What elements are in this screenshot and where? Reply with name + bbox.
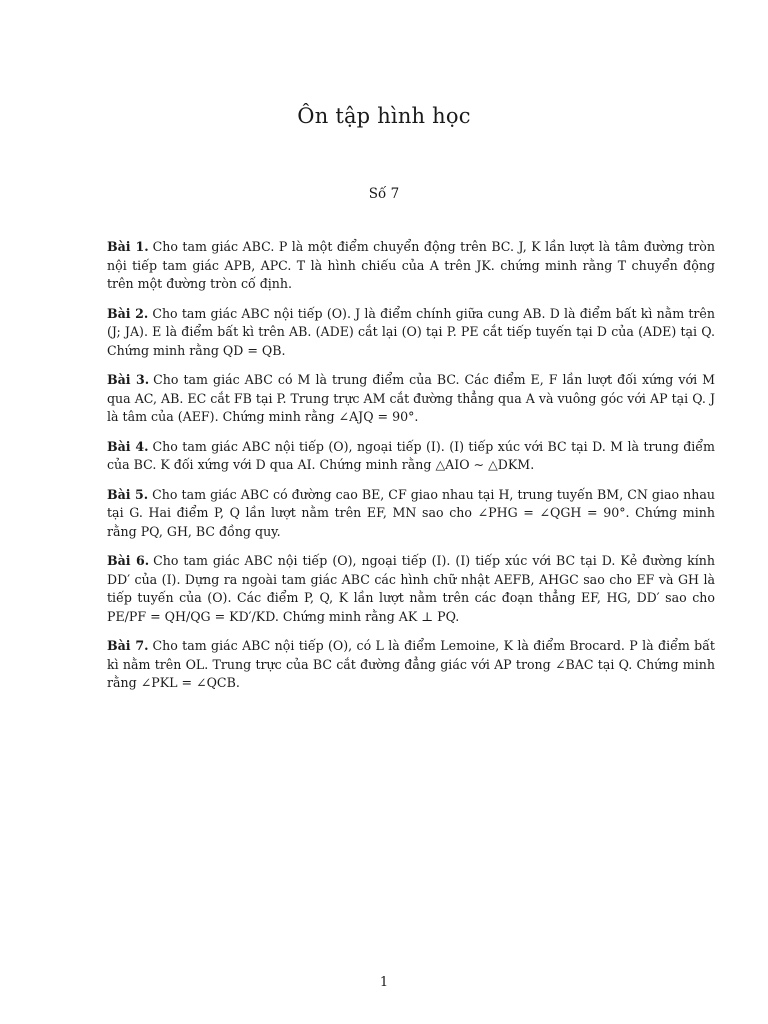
problem-label: Bài 2.: [107, 305, 149, 321]
problem-6: [107, 552, 715, 626]
problem-text: Cho tam giác ABC có đường cao BE, CF giao nhau tại H, trung tuyến BM, CN giao nhau tại G. Hai điểm P, Q lần lượt nằm trên EF, MN sao cho ∠PHG = ∠QGH = 90°. Chứng minh rằng PQ, GH, BC đồng quy.: [107, 486, 715, 539]
problem-text: Cho tam giác ABC nội tiếp (O), ngoại tiếp (I). (I) tiếp xúc với BC tại D. Kẻ đường kính DD′ của (I). Dựng ra ngoài tam giác ABC các hình chữ nhật AEFB, AHGC sao cho EF và GH là tiếp tuyến của (O). Các điểm P, Q, K lần lượt nằm trên các đoạn thẳng EF, HG, DD′ sao cho PE/PF = QH/QG = KD′/KD. Chứng minh rằng AK ⊥ PQ.: [107, 553, 715, 624]
problem-text: Cho tam giác ABC nội tiếp (O), ngoại tiếp (I). (I) tiếp xúc với BC tại D. M là trung điểm của BC. K đối xứng với D qua AI. Chứng minh rằng △AIO ∼ △DKM.: [107, 438, 716, 472]
problem-text: Cho tam giác ABC nội tiếp (O), có L là điểm Lemoine, K là điểm Brocard. P là điểm bất kì nằm trên OL. Trung trực của BC cắt đường đẳng giác với AP trong ∠BAC tại Q. Chứng minh rằng ∠PKL = ∠QCB.: [107, 638, 715, 690]
page-subtitle: Số 7: [368, 186, 400, 202]
problem-label: Bài 1.: [107, 239, 149, 254]
problem-4: [107, 438, 715, 475]
problem-label: Bài 3.: [107, 372, 150, 387]
problem-text: Cho tam giác ABC. P là một điểm chuyển động trên BC. J, K lần lượt là tâm đường tròn nội tiếp tam giác APB, APC. T là hình chiếu của A trên JK. chứng minh rằng T chuyển động trên một đường tròn cố định.: [107, 239, 715, 291]
problem-1: [107, 238, 715, 294]
problem-label: Bài 5.: [107, 486, 149, 502]
problem-label: Bài 4.: [107, 438, 149, 454]
problem-2: [107, 305, 715, 361]
problem-list: [107, 238, 715, 704]
problem-3: [107, 371, 715, 427]
page-number: 1: [379, 975, 389, 990]
problem-text: Cho tam giác ABC nội tiếp (O). J là điểm chính giữa cung AB. D là điểm bất kì nằm trên (J; JA). E là điểm bất kì trên AB. (ADE) cắt lại (O) tại P. PE cắt tiếp tuyến tại D của (ADE) tại Q. Chứng minh rằng QD = QB.: [107, 305, 715, 358]
problem-7: [107, 637, 715, 693]
problem-text: Cho tam giác ABC có M là trung điểm của BC. Các điểm E, F lần lượt đối xứng với M qua AC, AB. EC cắt FB tại P. Trung trực AM cắt đường thẳng qua A và vuông góc với AP tại Q. J là tâm của (AEF). Chứng minh rằng ∠AJQ = 90°.: [107, 372, 716, 424]
page-title: Ôn tập hình học: [297, 104, 471, 128]
problem-label: Bài 7.: [107, 638, 149, 653]
problem-label: Bài 6.: [107, 553, 150, 568]
problem-5: [107, 486, 715, 542]
